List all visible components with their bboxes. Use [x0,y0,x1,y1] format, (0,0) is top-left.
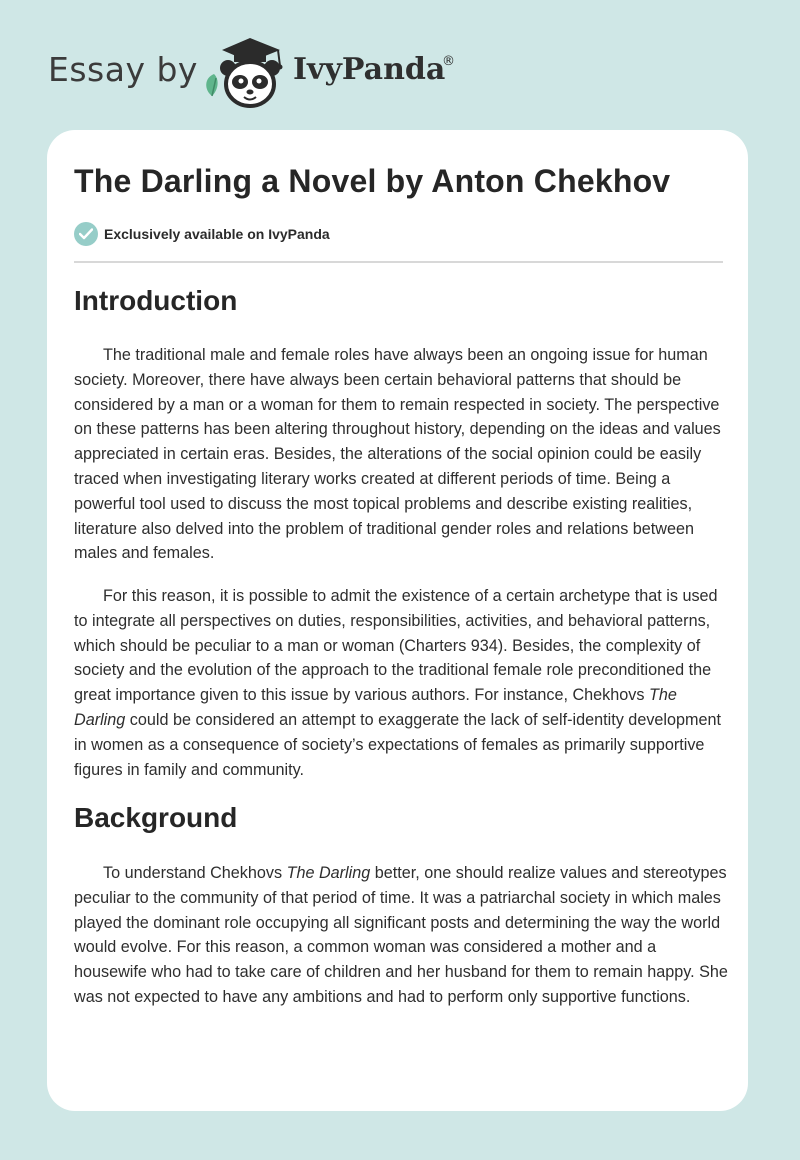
paragraph-background-1 [74,861,728,1010]
exclusive-badge [74,222,330,246]
paragraph-text: For this reason, it is possible to admit the existence of a certain archetype that is used to integrate all perspectives on duties, responsibilities, activities, and behavioral patterns, which should be peculiar to a man or woman (Charters 934). Besides, the complexity of society and the evolution of the approach to the traditional female role preconditioned the great importance given to this issue by various authors. For instance, Chekhovs [74,587,718,705]
article-title: The Darling a Novel by Anton Chekhov [74,163,671,199]
paragraph-introduction-1: The traditional male and female roles have always been an ongoing issue for human society. Moreover, there have always been certain behavioral patterns that should be considered by a man or a woman for them to remain respected in society. The perspective on these patterns has been altering throughout history, depending on the ideas and values appreciated in certain eras. Besides, the alterations of the social opinion could be easily traced when investigating literary works created at different periods of time. Being a powerful tool used to discuss the most topical problems and describe existing realities, literature also delved into the problem of traditional gender roles and relations between males and females. [74,346,721,563]
site-header [0,0,800,130]
paragraph-text: To understand Chekhovs [103,864,287,882]
title-divider [74,261,723,263]
brand-prefix: Essay by [48,50,198,89]
check-icon [74,222,98,246]
paragraph-introduction-2 [74,584,728,782]
book-title-italic: The Darling [74,686,677,729]
exclusive-badge-text: Exclusively available on IvyPanda [104,226,330,242]
registered-mark: ® [442,54,455,69]
section-heading-introduction: Introduction [74,285,238,316]
paragraph-text: could be considered an attempt to exaggerate the lack of self-identity development in women as a consequence of society’s expectations of females as primarily supportive figures in family and community. [74,710,722,779]
book-title-italic: The Darling [286,864,371,882]
section-heading-background: Background [74,802,238,833]
panda-logo-icon[interactable] [200,34,292,110]
paragraph-text: better, one should realize values and stereotypes peculiar to the community of that period of time. It was a patriarchal society in which males played the dominant role occupying all significant posts and determining the way the world would evolve. For this reason, a common woman was considered a mother and a housewife who had to take care of children and her husband for them to remain happy. She was not expected to have any ambitions and had to perform only supportive functions. [74,864,728,1006]
brand-name[interactable]: IvyPanda [293,52,446,87]
